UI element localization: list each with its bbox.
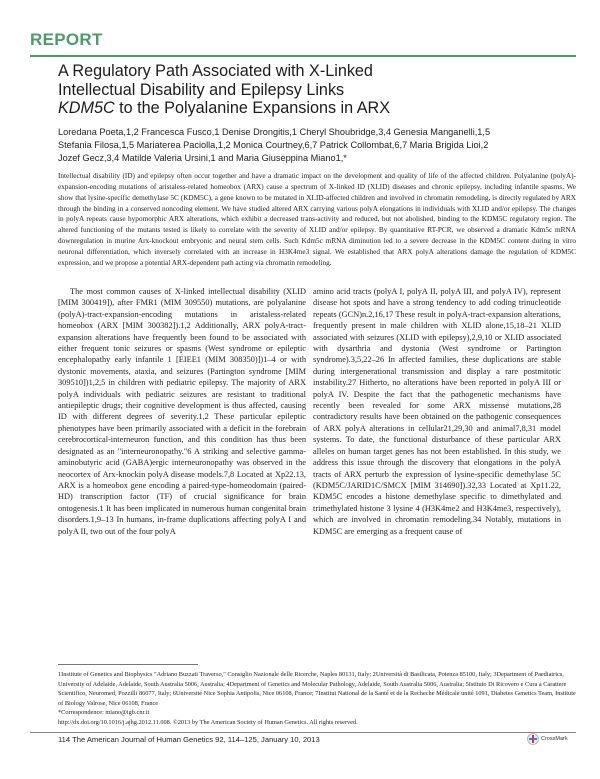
title-line-1: A Regulatory Path Associated with X-Linked bbox=[58, 62, 373, 80]
authors-line-2: Stefania Filosa,1,5 Mariaterea Paciolla,1,2 Monica Courtney,6,7 Patrick Collombat,6,7 Maria Brigida Lioi,2 bbox=[58, 140, 489, 151]
crossmark-label: CrossMark bbox=[541, 736, 568, 742]
footnote-rule bbox=[58, 664, 198, 665]
title-line-3-rest: to the Polyalanine Expansions in ARX bbox=[114, 99, 391, 117]
journal-citation: 114 The American Journal of Human Genetics 92, 114–125, January 10, 2013 bbox=[58, 735, 320, 744]
title-line-3 bbox=[58, 99, 558, 118]
body-column-right bbox=[313, 286, 561, 537]
authors-line-1: Loredana Poeta,1,2 Francesca Fusco,1 Denise Drongitis,1 Cheryl Shoubridge,3,4 Genesia Manganelli,1,5 bbox=[58, 127, 491, 137]
authors-line-3: Jozef Gecz,3,4 Matilde Valeria Ursini,1 and Maria Giuseppina Miano1,* bbox=[58, 153, 347, 164]
affiliations: 1Institute of Genetics and Biophysics "Adriano Buzzati Traverso," Consiglio Nazionale delle Ricerche, Naples 80131, Italy; 2Università di Basilicata, Potenza 85100, Italy; 3Department of Paediatrics, University of Adelaide, Adelaide, South Australia 5006, Australia; 4Department of Genetics and Molecular Pathology, Adelaide, South Australia 5006, Australia; 5Istituto Di Ricovero e Cura a Carattere Scientifico, Neuromed, Pozzilli 86077, Italy; 6Université Nice Sophia Antipolis, Nice 06108, France; 7Institut National de la Santé et de la Recheche Médicale unité 1091, Diabetes Genetics Team, Institute of Biology Valrose, Nice 06108, France bbox=[58, 671, 576, 707]
correspondence[interactable]: *Correspondence: miano@igb.cnr.it bbox=[58, 709, 150, 717]
crossmark-icon bbox=[527, 733, 539, 745]
doi-line[interactable]: http://dx.doi.org/10.1016/j.ajhg.2012.11.008. ©2013 by The American Society of Human Genetics. All rights reserved. bbox=[58, 718, 358, 726]
section-label: REPORT bbox=[30, 30, 103, 49]
author-list bbox=[58, 126, 578, 166]
abstract bbox=[58, 171, 576, 269]
crossmark-badge[interactable] bbox=[527, 733, 568, 745]
body-paragraph-right: amino acid tracts (polyA I, polyA II, polyA III, and polyA IV), represent disease hot spots and have a strong tendency to add coding trinucleotide repeats (GCN)n.2,16,17 These result in polyA-tract-expansion alterations, frequently present in male children with XLID alone,15,18–21 XLID associated with seizures (XLID with epilepsy),2,9,10 or XLID associated with dysarthria and dystonia (West syndrome or Partington syndrome).3,5,22–26 In affected families, these duplications are stable during intergenerational transmission and display a rare postmitotic instability.27 Hitherto, no alterations have been reported in polyA III or polyA IV. Despite the fact that the pathogenetic mechanisms have recently been revealed for some ARX missense mutations,28 contradictory results have been obtained on the pathogenic consequences of ARX polyA alterations in cellular21,29,30 and animal7,8,31 model systems. To date, the functional disturbance of these particular ARX alleles on human target genes has not been established. In this study, we address this issue through the discovery that elongations in the polyA tracts of ARX perturb the expression of lysine-specific demethylase 5C (KDM5C/JARID1C/SMCX [MIM 314690]).32,33 Located at Xp11.22, KDM5C encodes a histone demethylase specific to dimethylated and trimethylated histone 3 lysine 4 (H3K4me2 and H3K4me3, respectively), which are involved in chromatin remodeling.34 Notably, mutations in KDM5C are emerging as a frequent cause of bbox=[313, 287, 561, 536]
abstract-text: Intellectual disability (ID) and epilepsy often occur together and have a dramatic impact on the development and quality of life of the affected children. Polyalanine (polyA)-expansion-encoding mutations of aristaless-related homeobox (ARX) cause a spectrum of X-linked ID (XLID) diseases and chronic epilepsy, including infantile spasms. We show that lysine-specific demethylase 5C (KDM5C), a gene known to be mutated in XLID-affected children and involved in chromatin remodeling, is directly regulated by ARX through the binding in a conserved noncoding element. We have studied altered ARX carrying various polyA elongations in individuals with XLID and/or epilepsy. The changes in polyA repeats cause hypomorphic ARX alterations, which exhibit a decreased trans-activity and reduced, but not abolished, binding to the KDM5C regulatory region. The altered functioning of the mutants tested is likely to correlate with the severity of XLID and/or epilepsy. By quantitative RT-PCR, we observed a dramatic Kdm5c mRNA downregulation in murine Arx-knockout embryonic and neural stem cells. Such Kdm5c mRNA diminution led to a severe decrease in the KDM5C content during in vitro neuronal differentiation, which inversely correlated with an increase in H3K4me3 signal. We established that ARX polyA alterations damage the regulation of KDM5C expression, and we propose a potential ARX-dependent path acting via chromatin remodeling. bbox=[58, 172, 576, 267]
article-title bbox=[58, 62, 558, 118]
title-gene-name: KDM5C bbox=[58, 99, 115, 117]
body-paragraph-left: The most common causes of X-linked intellectual disability (XLID [MIM 300419]), after FMR1 (MIM 309550) mutations, are polyalanine (polyA)-tract-expansion-encoding mutations in aristaless-related homeobox (ARX [MIM 300382]).1,2 Additionally, ARX polyA-tract-expansion alterations have frequently been found to be associated with either frequent tonic seizures or spasms (West syndrome or epileptic encephalopathy early infantile 1 [EIEE1 (MIM 308350)])1–4 or with dystonic movements, ataxia, and seizures (Partington syndrome [MIM 309510])1,2,5 in children with pediatric epilepsy. The majority of ARX polyA individuals with pediatric seizures are resistant to traditional antiepileptic drugs; their cognitive development is thus affected, causing ID with different degrees of severity.1,2 These particular epileptic phenotypes have been primarily associated with a deficit in the forebrain cerebrocortical-interneuron function, and this condition has thus been designated as an "interneuronopathy."6 A striking and selective gamma-aminobutyric acid (GABA)ergic interneuronopathy was observed in the neocortex of Arx-knockin polyA disease models.7,8 Located at Xp22.13, ARX is a homeobox gene encoding a paired-type-homeodomain (paired-HD) transcription factor (TF) of crucial significance for brain ontogenesis.1 It has been implicated in numerous human congenital brain disorders.1,9–13 In humans, in-frame duplications affecting polyA I and polyA II, two out of the four polyA bbox=[58, 287, 306, 536]
footnotes bbox=[58, 670, 576, 728]
body-column-left bbox=[58, 286, 306, 537]
header-rule bbox=[30, 55, 576, 57]
title-line-2: Intellectual Disability and Epilepsy Links bbox=[58, 80, 345, 99]
footer-rule bbox=[30, 732, 576, 733]
